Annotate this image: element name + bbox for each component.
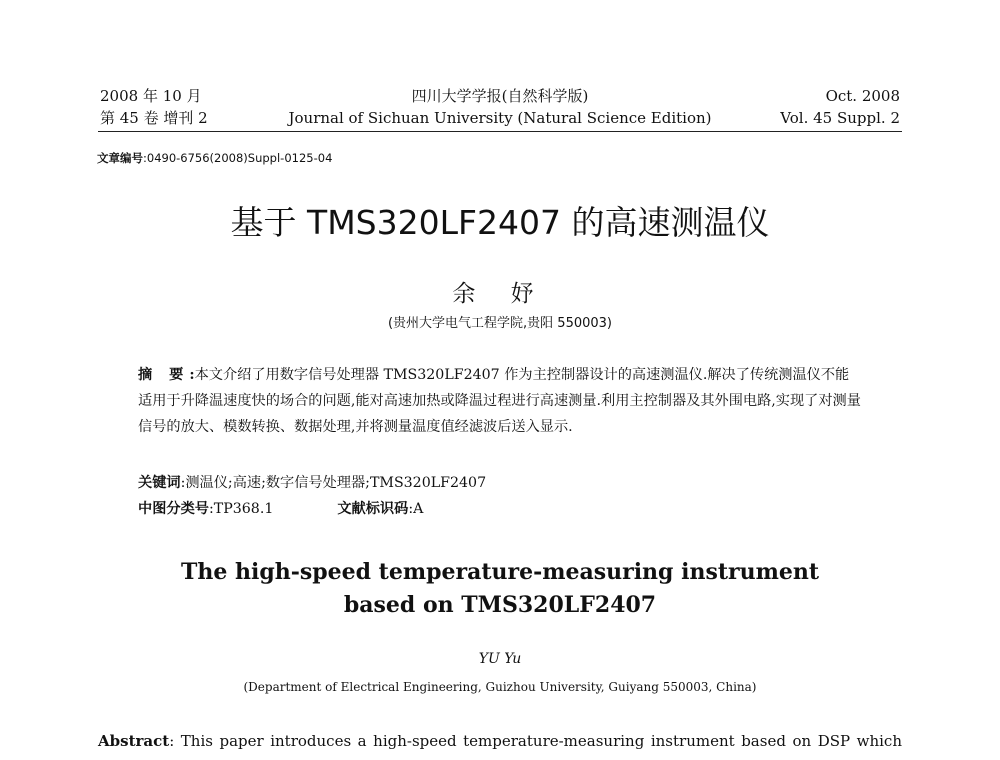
class-number-value: :TP368.1 [208, 501, 274, 517]
class-number-label: 中图分类号 [138, 501, 209, 517]
doc-code-value: :A [408, 501, 424, 517]
header-journal-cn: 四川大学学报(自然科学版) [411, 87, 589, 105]
keywords-cn-label: 关键词 [138, 475, 181, 491]
paper-title-en-line-2: based on TMS320LF2407 [343, 592, 657, 618]
abstract-cn-colon: : [189, 367, 195, 383]
abstract-en-label: Abstract [98, 732, 170, 750]
affiliation-cn: (贵州大学电气工程学院,贵阳 550003) [387, 316, 613, 331]
header-journal-en: Journal of Sichuan University (Natural Science Edition) [288, 109, 712, 127]
header-volume-cn: 第 45 卷 增刊 2 [100, 109, 208, 127]
abstract-en-text: : This paper introduces a high-speed temperature-measuring instrument based on DSP which [169, 732, 902, 750]
header-date-en: Oct. 2008 [825, 87, 900, 105]
header-date-cn: 2008 年 10 月 [100, 87, 202, 105]
header-rule [98, 131, 902, 132]
affiliation-en: (Department of Electrical Engineering, Guizhou University, Guiyang 550003, China) [243, 680, 757, 694]
paper-title-en-line-1: The high-speed temperature-measuring instrument [180, 559, 820, 585]
header-volume-en: Vol. 45 Suppl. 2 [780, 109, 900, 127]
author-en: YU Yu [478, 651, 522, 667]
abstract-cn-text: 本文介绍了用数字信号处理器 TMS320LF2407 作为主控制器设计的高速测温仪.解决了传统测温仪不能适用于升降温速度快的场合的问题,能对高速加热或降温过程进行高速测量.利用主控制器及其外围电路,实现了对测量信号的放大、模数转换、数据处理,并将测量温度值经滤波后送入显示. [138, 367, 861, 435]
classification-line [138, 498, 423, 518]
article-number [97, 150, 332, 166]
keywords-cn-text: :测温仪;高速;数字信号处理器;TMS320LF2407 [180, 475, 487, 491]
abstract-cn-label: 摘 要 [138, 367, 190, 383]
article-number-label: 文章编号 [97, 151, 143, 165]
paper-title-cn: 基于 TMS320LF2407 的高速测温仪 [230, 203, 770, 242]
article-number-value: :0490-6756(2008)Suppl-0125-04 [143, 151, 333, 165]
abstract-cn [138, 362, 862, 440]
keywords-cn [138, 472, 486, 492]
abstract-en [98, 732, 902, 750]
author-cn: 余 妤 [452, 281, 548, 307]
doc-code-label: 文献标识码 [337, 501, 409, 517]
